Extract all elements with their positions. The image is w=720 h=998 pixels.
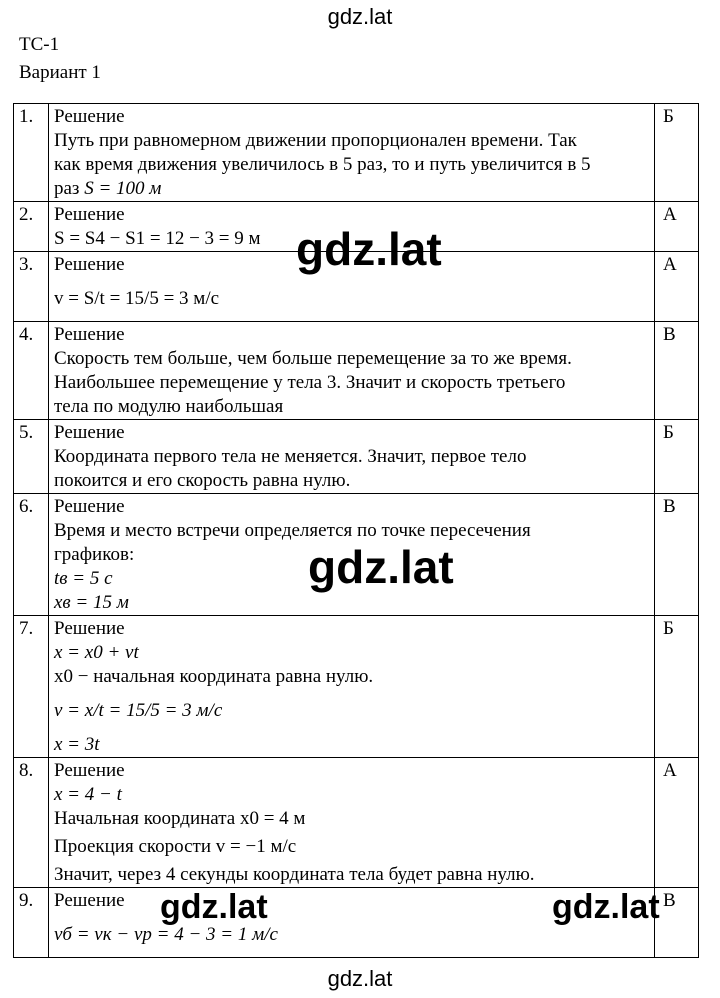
- solution-title: Решение: [54, 106, 125, 127]
- watermark-overlay: gdz.lat: [308, 541, 454, 593]
- answer-cell: А: [655, 758, 699, 888]
- answer-cell: Б: [655, 420, 699, 494]
- solution-title: Решение: [54, 324, 125, 345]
- table-row: [14, 758, 699, 888]
- answer-cell: А: [655, 252, 699, 322]
- solution-line: Время и место встречи определяется по точке пересечения: [54, 520, 531, 541]
- solution-line: Координата первого тела не меняется. Значит, первое тело: [54, 446, 527, 467]
- formula: vб = vк − vр = 4 − 3 = 1 м/с: [54, 924, 278, 945]
- watermark-overlay: gdz.lat: [160, 888, 268, 926]
- row-number: 8.: [14, 758, 49, 888]
- watermark-bottom: gdz.lat: [327, 966, 393, 991]
- solution-cell: [49, 616, 655, 758]
- solution-line: Путь при равномерном движении пропорционален времени. Так: [54, 130, 577, 151]
- formula: x = 4 − t: [54, 784, 122, 805]
- row-number: 3.: [14, 252, 49, 322]
- formula: S = S4 − S1 = 12 − 3 = 9 м: [54, 228, 261, 249]
- row-number: 6.: [14, 494, 49, 616]
- answer-cell: А: [655, 202, 699, 252]
- answer-cell: Б: [655, 616, 699, 758]
- answer-cell: Б: [655, 104, 699, 202]
- answer-cell: В: [655, 888, 699, 958]
- watermark-overlay: gdz.lat: [296, 223, 442, 275]
- answer-cell: В: [655, 322, 699, 420]
- table-row: [14, 616, 699, 758]
- solution-line: Наибольшее перемещение у тела 3. Значит и скорость третьего: [54, 372, 566, 393]
- solution-line: раз S = 100 м: [54, 178, 162, 199]
- row-number: 7.: [14, 616, 49, 758]
- answer-cell: В: [655, 494, 699, 616]
- solution-line: x0 − начальная координата равна нулю.: [54, 666, 374, 687]
- formula: xв = 15 м: [54, 592, 129, 613]
- solution-cell: [49, 104, 655, 202]
- solution-line: графиков:: [54, 544, 135, 565]
- solution-title: Решение: [54, 760, 125, 781]
- solution-line: Скорость тем больше, чем больше перемещение за то же время.: [54, 348, 572, 369]
- formula: v = S/t = 15/5 = 3 м/с: [54, 288, 220, 309]
- formula: S = 100 м: [84, 178, 162, 199]
- solution-line: Значит, через 4 секунды координата тела будет равна нулю.: [54, 864, 535, 885]
- solution-line: покоится и его скорость равна нулю.: [54, 470, 351, 491]
- watermark-overlay: gdz.lat: [552, 888, 660, 926]
- row-number: 4.: [14, 322, 49, 420]
- solution-title: Решение: [54, 618, 125, 639]
- solution-title: Решение: [54, 204, 125, 225]
- row-number: 1.: [14, 104, 49, 202]
- formula: v = x/t = 15/5 = 3 м/с: [54, 700, 223, 721]
- formula: x = x0 + vt: [54, 642, 139, 663]
- solution-title: Решение: [54, 890, 125, 911]
- watermark-top: gdz.lat: [327, 4, 393, 29]
- table-row: [14, 322, 699, 420]
- solution-title: Решение: [54, 496, 125, 517]
- table-row: [14, 420, 699, 494]
- solution-title: Решение: [54, 254, 125, 275]
- row-number: 2.: [14, 202, 49, 252]
- formula: tв = 5 с: [54, 568, 113, 589]
- row-number: 9.: [14, 888, 49, 958]
- solution-title: Решение: [54, 422, 125, 443]
- table-row: [14, 104, 699, 202]
- test-code: ТС-1: [19, 34, 60, 55]
- solution-cell: [49, 322, 655, 420]
- solution-line: Начальная координата x0 = 4 м: [54, 808, 306, 829]
- solution-line: тела по модулю наибольшая: [54, 396, 284, 417]
- row-number: 5.: [14, 420, 49, 494]
- solution-line: как время движения увеличилось в 5 раз, то и путь увеличится в 5: [54, 154, 591, 175]
- solution-cell: [49, 758, 655, 888]
- solution-line: Проекция скорости v = −1 м/с: [54, 836, 297, 857]
- variant-title: Вариант 1: [19, 62, 101, 83]
- formula: x = 3t: [54, 734, 100, 755]
- solution-cell: [49, 420, 655, 494]
